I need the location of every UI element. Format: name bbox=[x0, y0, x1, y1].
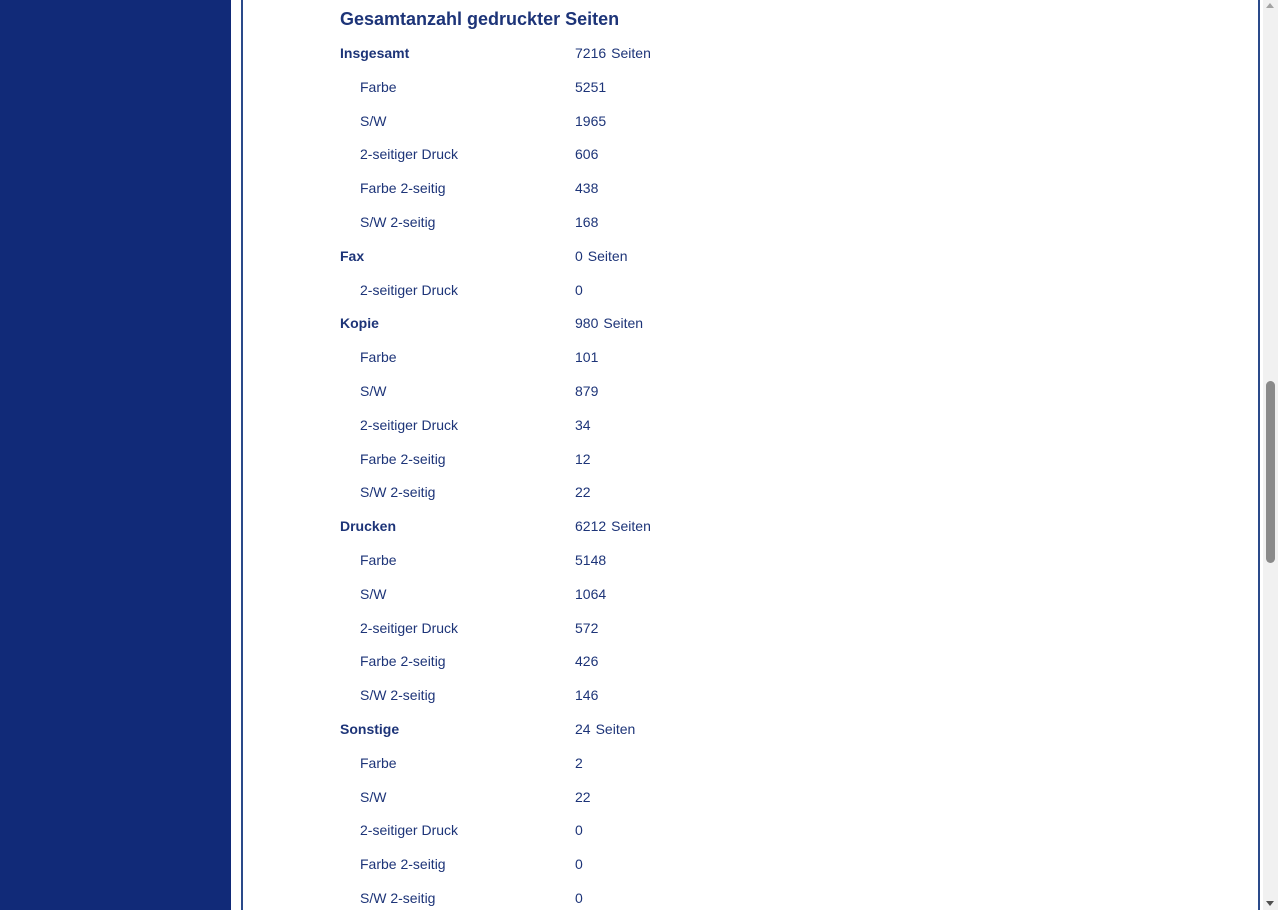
row-value: 0 bbox=[575, 889, 583, 906]
row-label: 2-seitiger Druck bbox=[360, 619, 459, 636]
row-label: Farbe 2-seitig bbox=[360, 450, 446, 467]
row-value: 12 bbox=[575, 450, 591, 467]
row-label: Farbe 2-seitig bbox=[360, 180, 446, 197]
row-value: 6212 Seiten bbox=[575, 518, 651, 535]
row-value: 0 bbox=[575, 822, 583, 839]
row-label: Sonstige bbox=[340, 720, 400, 737]
row-value: 22 bbox=[575, 788, 591, 805]
table-row bbox=[0, 205, 1260, 239]
row-label: Farbe bbox=[360, 78, 397, 95]
row-label: Kopie bbox=[340, 315, 379, 332]
table-row bbox=[0, 104, 1260, 138]
row-label: S/W 2-seitig bbox=[360, 687, 436, 704]
row-value: 879 bbox=[575, 382, 599, 399]
table-row bbox=[0, 239, 1260, 273]
row-label: Fax bbox=[340, 247, 365, 264]
table-row bbox=[0, 137, 1260, 171]
table-row bbox=[0, 509, 1260, 543]
row-label: 2-seitiger Druck bbox=[360, 822, 459, 839]
row-label: Farbe bbox=[360, 551, 397, 568]
row-value: 5251 bbox=[575, 78, 607, 95]
row-label: Farbe 2-seitig bbox=[360, 653, 446, 670]
row-value: 2 bbox=[575, 754, 583, 771]
row-label: S/W 2-seitig bbox=[360, 484, 436, 501]
row-value: 606 bbox=[575, 146, 599, 163]
row-value: 101 bbox=[575, 349, 599, 366]
row-value: 24 Seiten bbox=[575, 720, 636, 737]
row-value: 34 bbox=[575, 416, 591, 433]
table-row bbox=[0, 273, 1260, 307]
row-label: 2-seitiger Druck bbox=[360, 281, 459, 298]
row-value: 438 bbox=[575, 180, 599, 197]
table-row bbox=[0, 171, 1260, 205]
row-label: Farbe bbox=[360, 349, 397, 366]
table-row bbox=[0, 780, 1260, 814]
table-row bbox=[0, 340, 1260, 374]
table-row bbox=[0, 577, 1260, 611]
table-row bbox=[0, 712, 1260, 746]
table-row bbox=[0, 70, 1260, 104]
table-row bbox=[0, 36, 1260, 70]
vertical-scrollbar[interactable] bbox=[1263, 0, 1278, 910]
row-value: 426 bbox=[575, 653, 599, 670]
row-value: 0 bbox=[575, 281, 583, 298]
table-row bbox=[0, 644, 1260, 678]
table-row bbox=[0, 746, 1260, 780]
row-label: S/W bbox=[360, 382, 387, 399]
row-label: 2-seitiger Druck bbox=[360, 146, 459, 163]
table-row bbox=[0, 306, 1260, 340]
row-value: 168 bbox=[575, 213, 599, 230]
scroll-up-arrow-icon[interactable] bbox=[1266, 3, 1274, 8]
row-label: Farbe 2-seitig bbox=[360, 856, 446, 873]
row-value: 0 bbox=[575, 856, 583, 873]
row-value: 5148 bbox=[575, 551, 607, 568]
table-row bbox=[0, 475, 1260, 509]
row-value: 1965 bbox=[575, 112, 607, 129]
row-label: Farbe bbox=[360, 754, 397, 771]
row-value: 22 bbox=[575, 484, 591, 501]
row-label: Insgesamt bbox=[340, 45, 410, 61]
table-row bbox=[0, 847, 1260, 881]
row-value: 1064 bbox=[575, 585, 607, 602]
row-label: S/W bbox=[360, 112, 387, 129]
table-row bbox=[0, 813, 1260, 847]
row-label: S/W 2-seitig bbox=[360, 889, 436, 906]
row-label: Drucken bbox=[340, 518, 397, 535]
table-row bbox=[0, 442, 1260, 476]
table-row bbox=[0, 543, 1260, 577]
row-label: S/W bbox=[360, 585, 387, 602]
table-row bbox=[0, 374, 1260, 408]
row-label: 2-seitiger Druck bbox=[360, 416, 459, 433]
scroll-down-arrow-icon[interactable] bbox=[1266, 901, 1274, 906]
section-title: Gesamtanzahl gedruckter Seiten bbox=[340, 9, 620, 29]
table-row bbox=[0, 408, 1260, 442]
table-row bbox=[0, 678, 1260, 712]
row-label: S/W 2-seitig bbox=[360, 213, 436, 230]
row-value: 572 bbox=[575, 619, 599, 636]
row-label: S/W bbox=[360, 788, 387, 805]
page-count-table bbox=[0, 36, 1260, 915]
row-value: 980 Seiten bbox=[575, 315, 644, 332]
row-value: 0 Seiten bbox=[575, 247, 628, 264]
scrollbar-thumb[interactable] bbox=[1266, 381, 1275, 563]
row-value: 146 bbox=[575, 687, 599, 704]
row-value: 7216 Seiten bbox=[575, 45, 651, 61]
table-row bbox=[0, 611, 1260, 645]
